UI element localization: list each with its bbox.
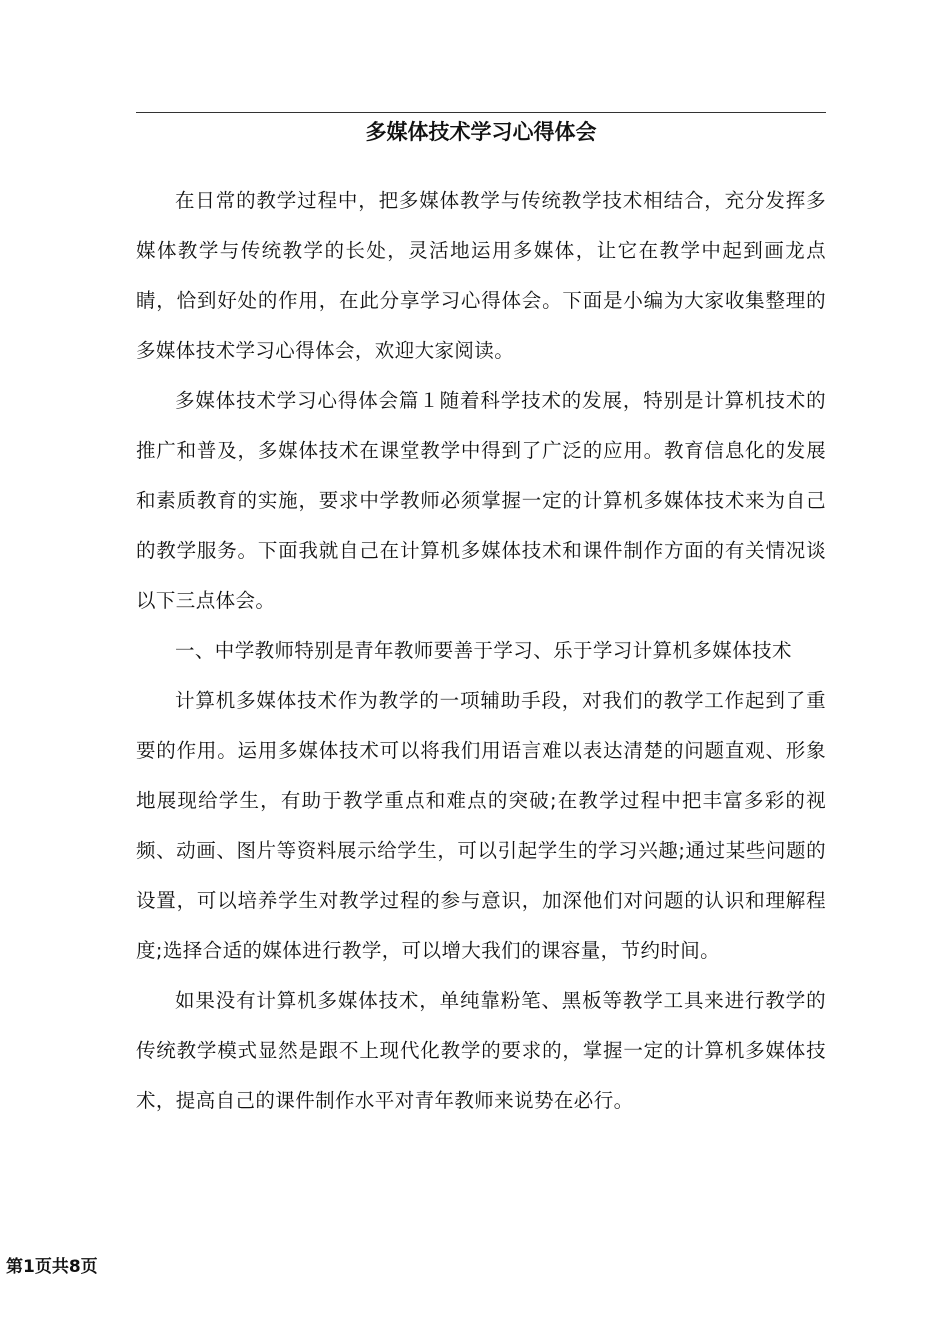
paragraph-section-1b: 如果没有计算机多媒体技术，单纯靠粉笔、黑板等教学工具来进行教学的传统教学模式显然是跟不上现代化教学的要求的，掌握一定的计算机多媒体技术，提高自己的课件制作水平对青年教师来说势在必行。	[136, 989, 826, 1112]
paragraph-section-1: 计算机多媒体技术作为教学的一项辅助手段，对我们的教学工作起到了重要的作用。运用多媒体技术可以将我们用语言难以表达清楚的问题直观、形象地展现给学生，有助于教学重点和难点的突破;在教学过程中把丰富多彩的视频、动画、图片等资料展示给学生，可以引起学生的学习兴趣;通过某些问题的设置，可以培养学生对教学过程的参与意识，加深他们对问题的认识和理解程度;选择合适的媒体进行教学，可以增大我们的课容量，节约时间。	[136, 689, 826, 962]
header-divider	[136, 112, 826, 113]
paragraph-intro: 在日常的教学过程中，把多媒体教学与传统教学技术相结合，充分发挥多媒体教学与传统教学的长处，灵活地运用多媒体，让它在教学中起到画龙点睛，恰到好处的作用，在此分享学习心得体会。下面是小编为大家收集整理的多媒体技术学习心得体会，欢迎大家阅读。	[136, 189, 826, 362]
document-title: 多媒体技术学习心得体会	[365, 120, 597, 144]
section-heading-1: 一、中学教师特别是青年教师要善于学习、乐于学习计算机多媒体技术	[175, 639, 792, 662]
page-number-footer: 第1页共8页	[6, 1257, 98, 1277]
document-body	[136, 176, 826, 1126]
paragraph-article-1: 多媒体技术学习心得体会篇１随着科学技术的发展，特别是计算机技术的推广和普及，多媒体技术在课堂教学中得到了广泛的应用。教育信息化的发展和素质教育的实施，要求中学教师必须掌握一定的计算机多媒体技术来为自己的教学服务。下面我就自己在计算机多媒体技术和课件制作方面的有关情况谈以下三点体会。	[136, 389, 826, 612]
